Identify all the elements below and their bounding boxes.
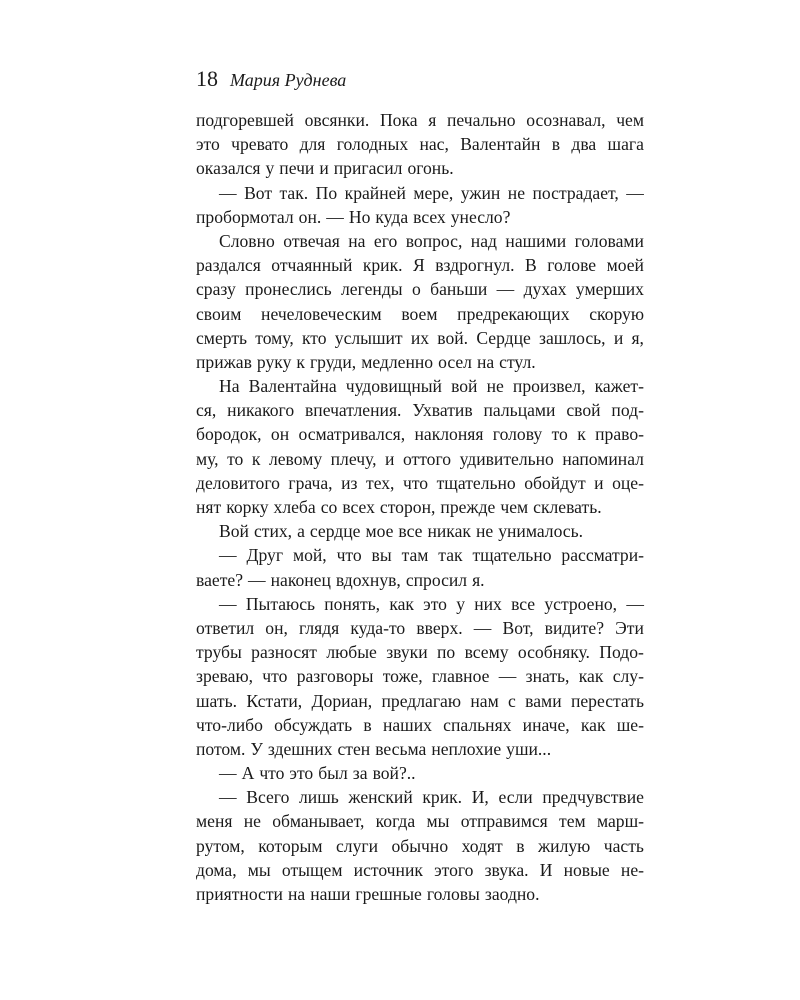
page-number: 18	[196, 66, 218, 91]
text-line: шать. Кстати, Дориан, предлагаю нам с вами перестать	[196, 690, 644, 711]
text-line: дома, мы отыщем источник этого звука. И новые не-	[196, 859, 644, 880]
text-line: потом. У здешних стен весьма неплохие уши...	[196, 738, 552, 759]
text-line: смерть тому, кто услышит их вой. Сердце зашлось, и я,	[196, 327, 644, 348]
text-line: трубы разносят любые звуки по всему особняку. Подо-	[196, 642, 644, 663]
text-line: прижав руку к груди, медленно осел на стул.	[196, 351, 536, 372]
text-line: му, то к левому плечу, и оттого удивительно напоминал	[196, 448, 644, 469]
text-line: — А что это был за вой?..	[219, 763, 416, 784]
text-line: бородок, он осматривался, наклоняя голову то к право-	[196, 424, 644, 445]
body-text	[196, 108, 644, 906]
text-line: На Валентайна чудовищный вой не произвел, кажет-	[219, 376, 644, 397]
text-line: оказался у печи и пригасил огонь.	[196, 158, 454, 179]
page-header	[196, 66, 346, 96]
text-line: — Пытаюсь понять, как это у них все устроено, —	[219, 593, 644, 614]
text-line: деловитого грача, из тех, что тщательно обойдут и оце-	[196, 472, 644, 493]
text-line: рутом, которым слуги обычно ходят в жилую часть	[196, 835, 644, 856]
text-line: раздался отчаянный крик. Я вздрогнул. В голове моей	[196, 255, 644, 276]
text-line: — Всего лишь женский крик. И, если предчувствие	[219, 787, 644, 808]
text-line: ся, никакого впечатления. Ухватив пальцами свой под-	[196, 400, 644, 421]
text-line: Словно отвечая на его вопрос, над нашими головами	[219, 230, 644, 251]
text-line: приятности на наши грешные головы заодно.	[196, 884, 540, 904]
text-line: ваете? — наконец вдохнув, спросил я.	[196, 569, 485, 590]
running-head-author: Мария Руднева	[230, 70, 347, 90]
text-line: что-либо обсуждать в наших спальнях иначе, как ше-	[196, 714, 644, 735]
text-line: — Вот так. По крайней мере, ужин не пострадает, —	[219, 182, 644, 203]
text-line: зреваю, что разговоры тоже, главное — знать, как слу-	[196, 666, 644, 687]
text-line: своим нечеловеческим воем предрекающих скорую	[196, 303, 644, 324]
text-line: меня не обманывает, когда мы отправимся тем марш-	[196, 811, 644, 832]
text-line: сразу пронеслись легенды о баньши — духах умерших	[196, 279, 644, 300]
text-line: ответил он, глядя куда-то вверх. — Вот, видите? Эти	[196, 617, 644, 638]
text-line: Вой стих, а сердце мое все никак не унималось.	[219, 521, 584, 542]
text-line: нят корку хлеба со всех сторон, прежде чем склевать.	[196, 497, 602, 517]
text-line: подгоревшей овсянки. Пока я печально осознавал, чем	[196, 110, 644, 130]
text-line: это чревато для голодных нас, Валентайн в два шага	[196, 134, 644, 155]
text-line: — Друг мой, что вы там так тщательно рассматри-	[219, 545, 644, 566]
text-line: пробормотал он. — Но куда всех унесло?	[196, 206, 511, 227]
